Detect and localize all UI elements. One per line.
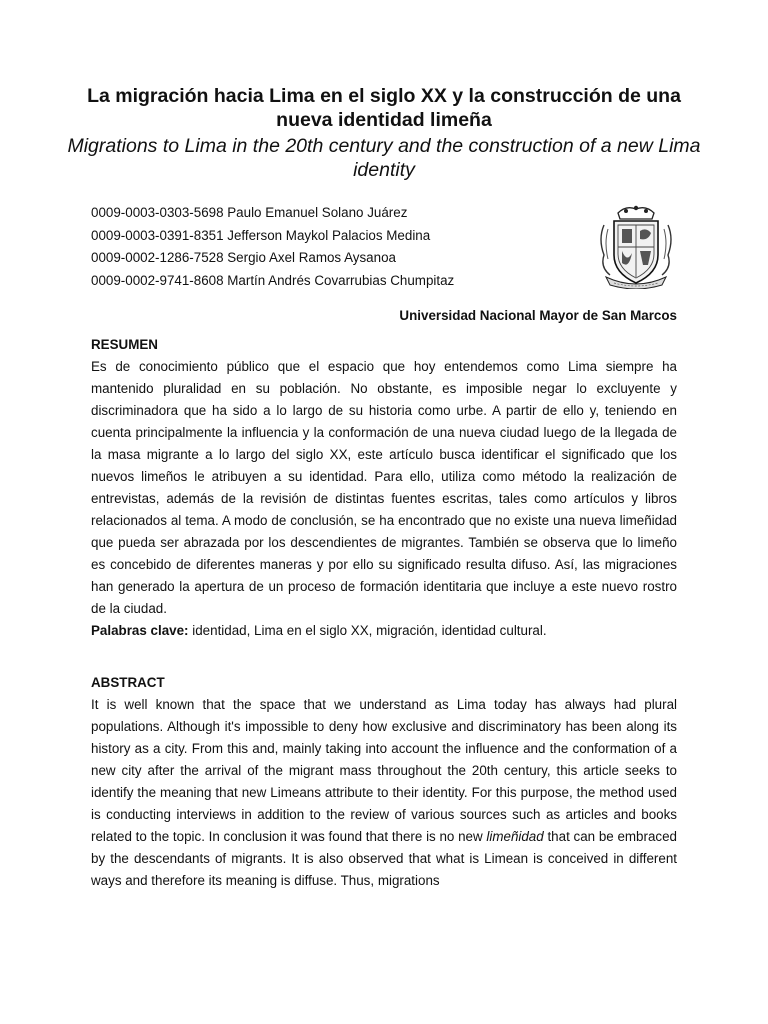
author-line: 0009-0003-0391-8351 Jefferson Maykol Palacios Medina: [91, 227, 431, 243]
title-english: Migrations to Lima in the 20th century and the construction of a new Lima identity: [67, 135, 701, 181]
resumen-heading: RESUMEN: [91, 337, 158, 352]
author-line: 0009-0002-9741-8608 Martín Andrés Covarrubias Chumpitaz: [91, 272, 455, 288]
abstract-body-part2: that can be embraced by the descendants of migrants. It is also observed that what is Limean is conceived in different ways and therefore its meaning is diffuse. Thus, migrations: [91, 829, 677, 888]
author-list: [91, 202, 571, 292]
university-seal-icon: [596, 203, 676, 289]
abstract-body: [91, 694, 677, 892]
abstract-section: [91, 672, 677, 892]
keywords-text: identidad, Lima en el siglo XX, migración, identidad cultural.: [188, 623, 547, 638]
keywords-label: Palabras clave:: [91, 623, 189, 638]
abstract-body-part1: It is well known that the space that we understand as Lima today has always had plural populations. Although it's impossible to deny how exclusive and discriminatory has been along its history as a city. From this and, mainly taking into account the influence and the conformation of a new city after the arrival of the migrant mass throughout the 20th century, this article seeks to identify the meaning that new Limeans attribute to their identity. For this purpose, the method used is conducting interviews in addition to the review of various sources such as articles and books related to the topic. In conclusion it was found that there is no new: [91, 697, 677, 844]
resumen-section: [91, 334, 677, 642]
affiliation: Universidad Nacional Mayor de San Marcos: [399, 308, 677, 323]
author-line: 0009-0003-0303-5698 Paulo Emanuel Solano Juárez: [91, 205, 408, 220]
abstract-body-italic: limeñidad: [486, 829, 544, 844]
resumen-body: Es de conocimiento público que el espacio que hoy entendemos como Lima siempre ha mantenido pluralidad en su población. No obstante, es imposible negar lo excluyente y discriminadora que ha sido a lo largo de su historia como urbe. A partir de ello y, teniendo en cuenta principalmente la influencia y la conformación de una nueva ciudad luego de la llegada de la masa migrante a lo largo del siglo XX, este artículo busca identificar el significado que los nuevos limeños le atribuyen a su identidad. Para ello, utiliza como método la realización de entrevistas, además de la revisión de distintas fuentes escritas, tales como artículos y libros relacionados al tema. A modo de conclusión, se ha encontrado que no existe una nueva limeñidad que pueda ser abrazada por los descendientes de migrantes. También se observa que lo limeño es concebido de diferentes maneras y por ello su significado resulta difuso. Así, las migraciones han generado la apertura de un proceso de formación identitaria que incluye a este nuevo rostro de la ciudad.: [91, 359, 677, 616]
keywords-line: [91, 620, 677, 642]
title-spanish: La migración hacia Lima en el siglo XX y la construcción de una nueva identidad limeña: [87, 85, 681, 131]
abstract-heading: ABSTRACT: [91, 675, 165, 690]
title-block: [60, 84, 708, 182]
author-line: 0009-0002-1286-7528 Sergio Axel Ramos Aysanoa: [91, 250, 396, 265]
